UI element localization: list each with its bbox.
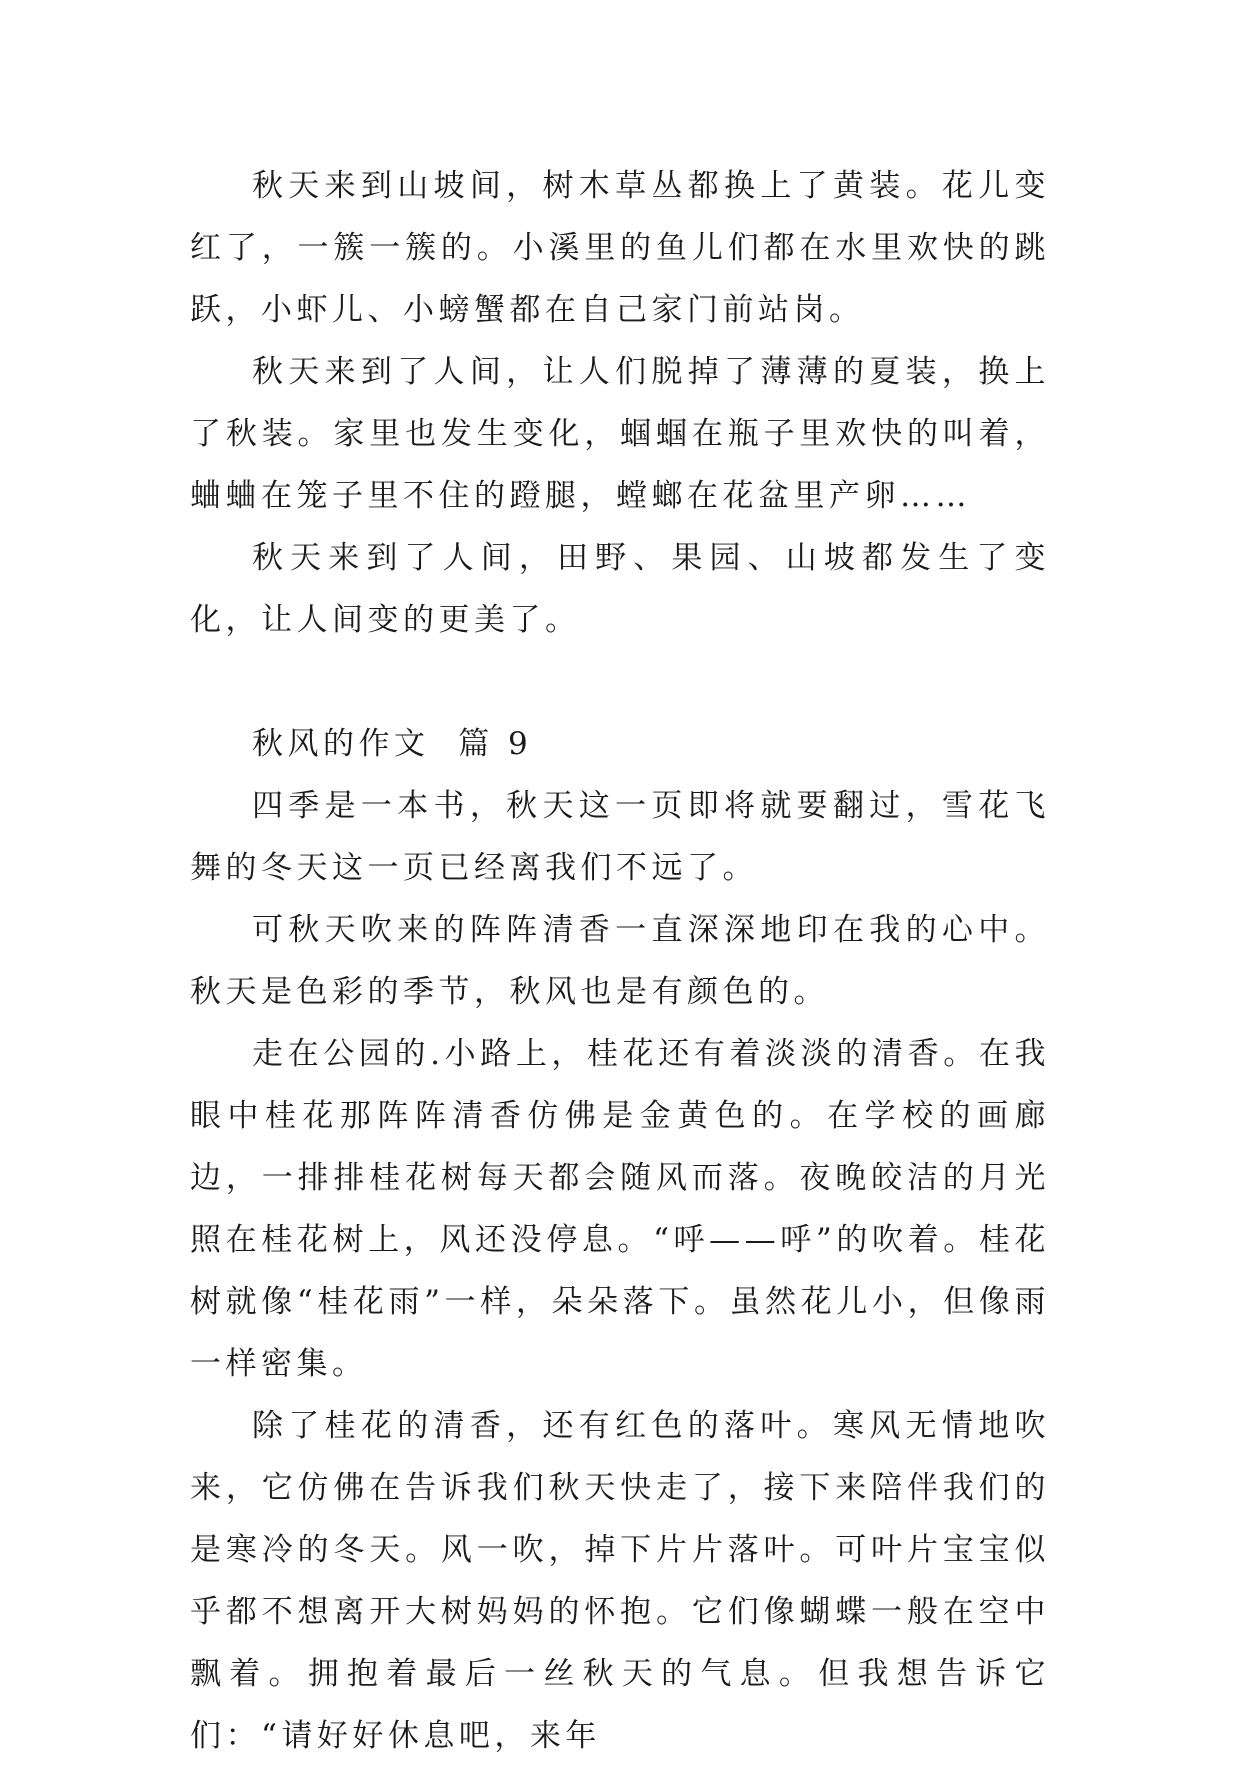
paragraph-spacer — [190, 651, 1050, 713]
paragraph: 秋天来到山坡间，树木草丛都换上了黄装。花儿变红了，一簇一簇的。小溪里的鱼儿们都在水里欢快的跳跃，小虾儿、小螃蟹都在自己家门前站岗。 — [190, 168, 1050, 328]
paragraph: 秋天来到了人间，让人们脱掉了薄薄的夏装，换上了秋装。家里也发生变化，蝈蝈在瓶子里欢快的叫着，蛐蛐在笼子里不住的蹬腿，螳螂在花盆里产卵…… — [190, 354, 1050, 514]
paragraph: 除了桂花的清香，还有红色的落叶。寒风无情地吹来，它仿佛在告诉我们秋天快走了，接下来陪伴我们的是寒冷的冬天。风一吹，掉下片片落叶。可叶片宝宝似乎都不想离开大树妈妈的怀抱。它们像蝴蝶一般在空中飘着。拥抱着最后一丝秋天的气息。但我想告诉它们：“请好好休息吧，来年 — [190, 1408, 1050, 1754]
section-heading: 秋风的作文 篇 9 — [252, 726, 533, 762]
document-body — [190, 155, 1050, 1767]
paragraph: 走在公园的.小路上，桂花还有着淡淡的清香。在我眼中桂花那阵阵清香仿佛是金黄色的。在学校的画廊边，一排排桂花树每天都会随风而落。夜晚皎洁的月光照在桂花树上，风还没停息。“呼——呼”的吹着。桂花树就像“桂花雨”一样，朵朵落下。虽然花儿小，但像雨一样密集。 — [190, 1036, 1050, 1382]
paragraph: 可秋天吹来的阵阵清香一直深深地印在我的心中。秋天是色彩的季节，秋风也是有颜色的。 — [190, 912, 1050, 1010]
paragraph: 四季是一本书，秋天这一页即将就要翻过，雪花飞舞的冬天这一页已经离我们不远了。 — [190, 788, 1050, 886]
paragraph: 秋天来到了人间，田野、果园、山坡都发生了变化，让人间变的更美了。 — [190, 540, 1050, 638]
